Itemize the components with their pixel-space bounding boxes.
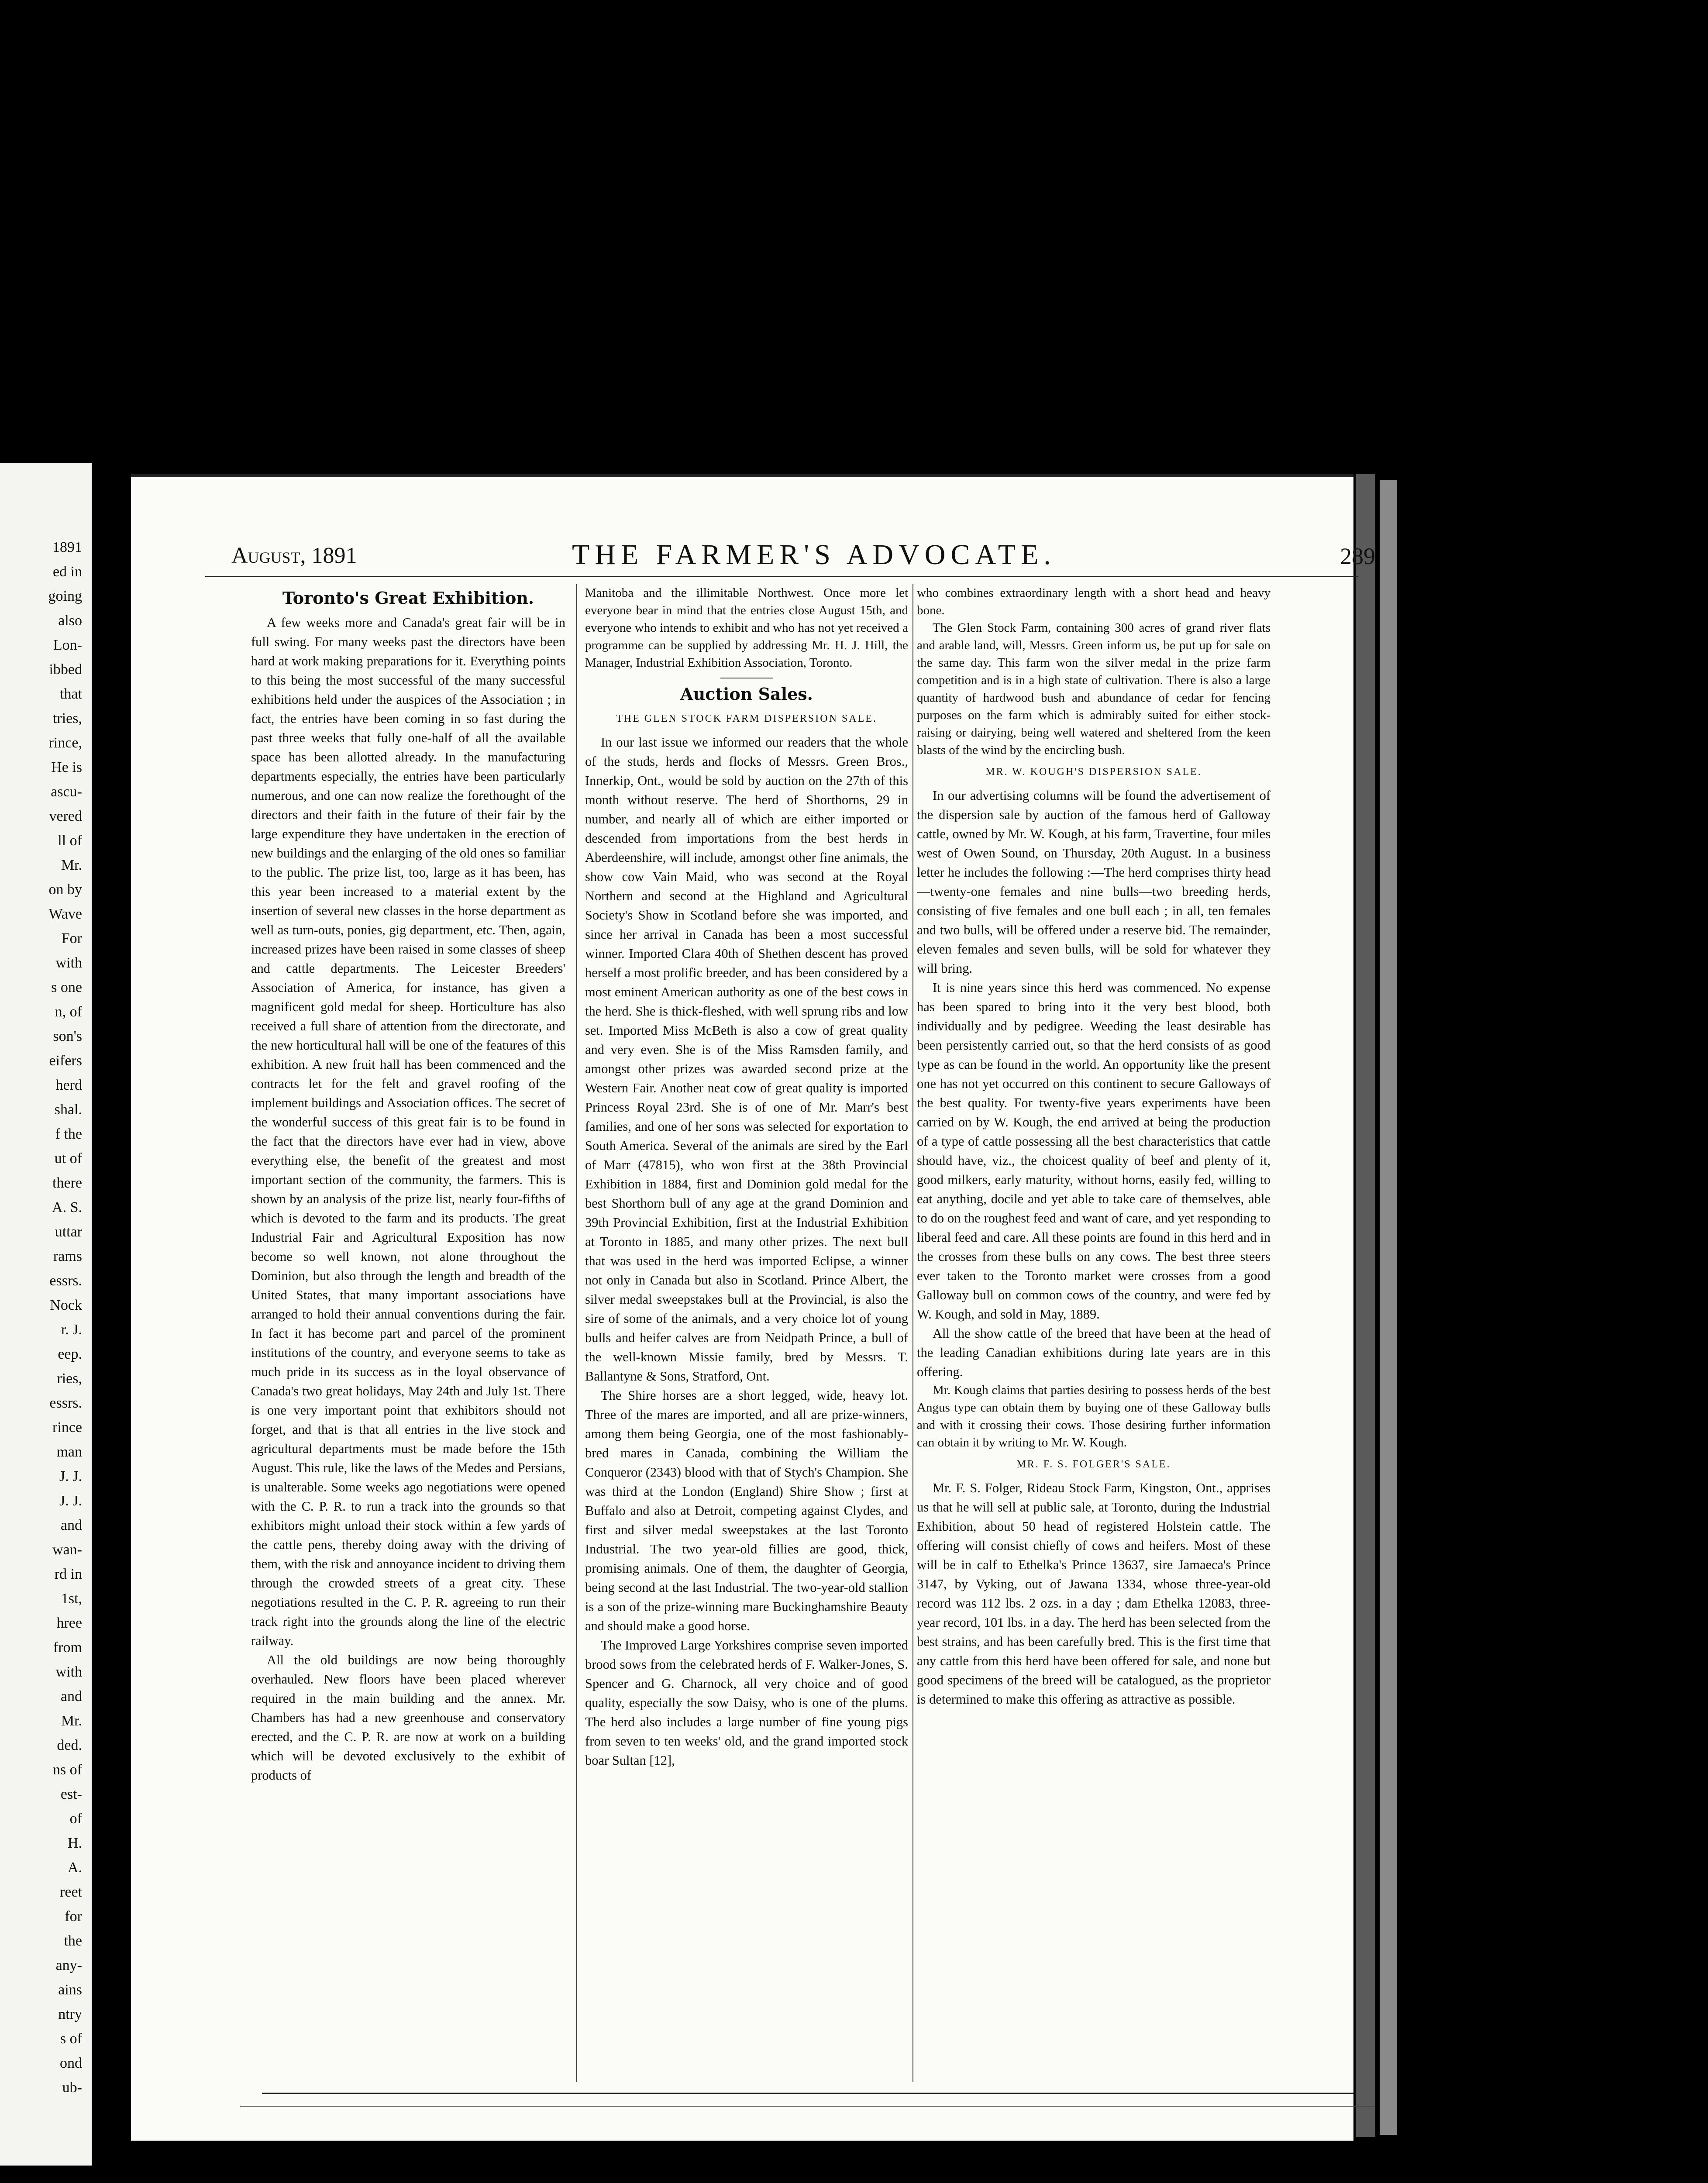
page-edge-shadow-2 xyxy=(1380,480,1397,2135)
facing-page-text-fragment: J. J. xyxy=(59,1468,82,1484)
facing-page-text-fragment: ns of xyxy=(52,1762,82,1778)
paragraph: The Improved Large Yorkshires comprise seven imported brood sows from the celebrated herds of F. Walker-Jones, S. Spencer and G. Charnock, all very choice and of good quality, especially the sow Daisy, who is one of the plums. The herd also includes a large number of fine young pigs from seven to ten weeks' old, and the grand imported stock boar Sultan [12], xyxy=(585,1638,908,1768)
facing-page-text-fragment: ut of xyxy=(54,1150,82,1167)
column-1 xyxy=(251,584,565,2086)
facing-page-text-fragment: for xyxy=(65,1908,82,1925)
facing-page-text-fragment: ub- xyxy=(62,2080,82,2096)
paragraph: The Shire horses are a short legged, wide, heavy lot. Three of the mares are imported, and all are prize-winners, among them being Georgia, one of the most fashionably-bred mares in Canada, combining the William the Conqueror (2343) blood with that of Stych's Champion. She was third at the London (England) Shire Show ; first at Buffalo and also at Detroit, competing against Clydes, and first and silver medal sweepstakes at the last Toronto Industrial. The two year-old fillies are good, thick, promising animals. One of them, the daughter of Georgia, being second at the last Industrial. The two-year-old stallion is a son of the prize-winning mare Buckinghamshire Beauty and should make a good horse. xyxy=(585,1388,908,1633)
facing-page-text-fragment: essrs. xyxy=(49,1395,82,1411)
column-divider xyxy=(576,584,577,2082)
facing-page-text-fragment: For xyxy=(61,930,82,947)
facing-page-text-fragment: ed in xyxy=(52,564,82,580)
facing-page-text-fragment: with xyxy=(55,1664,82,1680)
facing-page-text-fragment: and xyxy=(60,1688,82,1704)
facing-page-text-fragment: son's xyxy=(53,1028,82,1044)
facing-page-text-fragment: Nock xyxy=(50,1297,82,1313)
facing-page-text-fragment: ntry xyxy=(58,2006,82,2022)
subheading-kough-sale: MR. W. KOUGH'S DISPERSION SALE. xyxy=(985,766,1202,778)
facing-page-text-fragment: the xyxy=(64,1933,82,1949)
page-number: 289 xyxy=(1340,543,1375,569)
facing-page-text-fragment: also xyxy=(58,613,82,629)
facing-page-text-fragment: r. J. xyxy=(61,1322,82,1338)
facing-page-text-fragment: A. S. xyxy=(52,1199,82,1215)
facing-page-text-fragment: essrs. xyxy=(49,1273,82,1289)
facing-page-text-fragment: Mr. xyxy=(61,857,82,873)
paragraph: The Glen Stock Farm, containing 300 acres of grand river flats and arable land, will, Messrs. Green inform us, be put up for sale on the same day. This farm won the silver medal in the prize farm competition and is in a high state of cultivation. There is also a large quantity of hardwood bush and abundance of cedar for fencing purposes on the farm which is admirably suited for either stock-raising or dairying, being well watered and sheltered from the keen blasts of the wind by the encircling bush. xyxy=(917,621,1271,757)
facing-page-text-fragment: Mr. xyxy=(61,1713,82,1729)
facing-page-text-fragment: shal. xyxy=(54,1102,82,1118)
column-3 xyxy=(917,584,1271,2086)
facing-page-text-fragment: 1st, xyxy=(61,1591,82,1607)
paragraph: Manitoba and the illimitable Northwest. Once more let everyone bear in mind that the entries close August 15th, and everyone who intends to exhibit and who has not yet received a programme can be supplied by addressing Mr. H. J. Hill, the Manager, Industrial Exhibition Association, Toronto. xyxy=(585,586,908,670)
facing-page-text-fragment: J. J. xyxy=(59,1493,82,1509)
facing-page-text-fragment: H. xyxy=(67,1835,82,1851)
subheading-glen-stock-farm: THE GLEN STOCK FARM DISPERSION SALE. xyxy=(616,713,877,724)
subheading-folger-sale: MR. F. S. FOLGER'S SALE. xyxy=(1016,1459,1171,1470)
masthead-title: THE FARMER'S ADVOCATE. xyxy=(572,539,1056,571)
facing-page-text-fragment: f the xyxy=(55,1126,82,1142)
facing-page-text-fragment: est- xyxy=(60,1786,82,1802)
facing-page-text-fragment: ded. xyxy=(57,1737,82,1753)
bottom-rule xyxy=(262,2093,1353,2094)
paragraph: In our last issue we informed our readers that the whole of the studs, herds and flocks of Messrs. Green Bros., Innerkip, Ont., would be sold by auction on the 27th of this month without reserve. The herd of Shorthorns, 29 in number, and nearly all of which are either imported or descended from importations from the best herds in Aberdeenshire, will include, amongst other fine animals, the show cow Vain Maid, who was second at the Royal Northern and second at the Highland and Agricultural Society's Show in Scotland before she was imported, and since her arrival in Canada has been a most successful winner. Imported Clara 40th of Shethen descent has proved herself a most prolific breeder, and has been considered by a most eminent American authority as one of the best cows in the herd. She is thick-fleshed, with well sprung ribs and low set. Imported Miss McBeth is also a cow of great quality and very even. She is of the Miss Ramsden family, and amongst other prizes was awarded second prize at the Western Fair. Another neat cow of great quality is imported Princess Royal 23rd. She is of one of Mr. Marr's best families, and one of her sons was selected for exportation to South America. Several of the animals are sired by the Earl of Marr (47815), who won first at the 38th Provincial Exhibition in 1884, first and Dominion gold medal for the best Shorthorn bull of any age at the grand Dominion and 39th Provincial Exhibition, first at the Industrial Exhibition at Toronto in 1885, and many other prizes. The next bull that was used in the herd was imported Eclipse, a winner not only in Canada but also in Scotland. Prince Albert, the silver medal sweepstakes bull at the Provincial, is also the sire of some of the animals, and a very choice lot of young bulls and heifer calves are from Neidpath Prince, a bull of the well-known Missie family, bred by Messrs. T. Ballantyne & Sons, Stratford, Ont. xyxy=(585,735,908,1384)
paragraph: Mr. Kough claims that parties desiring to possess herds of the best Angus type can obtain them by buying one of these Galloway bulls and with it crossing their cows. Those desiring further information can obtain it by writing to Mr. W. Kough. xyxy=(917,1383,1271,1450)
paragraph: It is nine years since this herd was commenced. No expense has been spared to bring into it the very best blood, both individually and by pedigree. Weeding the least desirable has been persistently carried out, so that the herd consists of as good type as can be found in the world. An opportunity like the present one has not yet occurred on this continent to secure Galloways of the best quality. For twenty-five years experiments have been carried on by W. Kough, the end arrived at being the production of a type of cattle possessing all the best characteristics that cattle should have, viz., the choicest quality of beef and plenty of it, good milkers, early maturity, without horns, easily fed, willing to eat anything, docile and yet able to take care of themselves, able to do on the roughest feed and want of care, and yet responding to liberal feed and care. All these points are found in this herd and in the crosses from these bulls on any cows. The best three steers ever taken to the Toronto market were crosses from a good Galloway bull on common cows of the country, and were fed by W. Kough, and sold in May, 1889. xyxy=(917,980,1271,1322)
facing-page-text-fragment: He is xyxy=(51,759,82,775)
facing-page-text-fragment: man xyxy=(56,1444,82,1460)
facing-page-text-fragment: ascu- xyxy=(51,784,82,800)
facing-page-text-fragment: ll of xyxy=(58,833,82,849)
facing-page-text-fragment: vered xyxy=(49,808,82,824)
newspaper-page xyxy=(131,474,1375,2141)
facing-page-text-fragment: tries, xyxy=(52,710,82,727)
facing-page-text-fragment: eep. xyxy=(58,1346,82,1362)
facing-page-text-fragment: reet xyxy=(60,1884,82,1900)
facing-page-text-fragment: going xyxy=(48,588,82,604)
paragraph: A few weeks more and Canada's great fair will be in full swing. For many weeks past the directors have been hard at work making preparations for it. Everything points to this being the most successful of the many successful exhibitions held under the auspices of the Association ; in fact, the entries have been coming in so fast during the past three weeks that fully one-half of all the available space has been allotted already. In the manufacturing departments especially, the entries have been particularly numerous, and one can now realize the forethought of the directors and their faith in the future of their fair by the large expenditure they have undertaken in the erection of new buildings and the enlarging of the old ones so familiar to the public. The prize list, too, large as it has been, has this year been increased to a material extent by the insertion of several new classes in the horse department as well as turn-outs, ponies, gig department, etc. Then, again, increased prizes have been raised in some classes of sheep and cattle departments. The Leicester Breeders' Association of America, for instance, has given a magnificent gold medal for sheep. Horticulture has also received a full share of attention from the directorate, and the new horticultural hall will be one of the features of this exhibition. A new fruit hall has been commenced and the contracts let for the felt and gravel roofing of the implement buildings and Association offices. The secret of the wonderful success of this great fair is to be found in the fact that the directors have ever had in view, above everything else, the benefit of the greatest and most important section of the community, the farmers. This is shown by an analysis of the prize list, nearly four-fifths of which is devoted to the farm and its products. The great Industrial Fair and Agricultural Exposition has now become so well known, not alone throughout the Dominion, but also through the length and breadth of the United States, that many important associations have arranged to hold their annual conventions during the fair. In fact it has become part and parcel of the prominent institutions of the country, and everyone seems to take as much pride in its success as in the loyal observance of Canada's two great holidays, May 24th and July 1st. There is one very important point that exhibitors should not forget, and that is that all entries in the live stock and agricultural departments must be made before the 15th August. This rule, like the laws of the Medes and Persians, is unalterable. Some weeks ago negotiations were opened with the C. P. R. to run a track into the grounds so that exhibitors might unload their stock within a few yards of the cattle pens, thereby doing away with the driving of them, with the risk and annoyance incident to driving them through the crowded streets of a great city. These negotiations resulted in the C. P. R. agreeing to run their track right into the grounds along the line of the electric railway. xyxy=(251,615,565,1648)
header-rule xyxy=(205,576,1358,577)
facing-page-text-fragment: wan- xyxy=(52,1542,82,1558)
facing-page-text-fragment: ains xyxy=(58,1982,82,1998)
facing-page-text-fragment: there xyxy=(52,1175,82,1191)
facing-page-text-fragment: from xyxy=(53,1639,82,1656)
facing-page-text-fragment: rince xyxy=(52,1419,82,1436)
facing-page-text-fragment: on by xyxy=(48,881,82,898)
facing-page-text-fragment: with xyxy=(55,955,82,971)
facing-page-text-fragment: n, of xyxy=(55,1004,82,1020)
paragraph: who combines extraordinary length with a short head and heavy bone. xyxy=(917,586,1271,617)
facing-page-text-fragment: and xyxy=(60,1517,82,1533)
paragraph: All the old buildings are now being thoroughly overhauled. New floors have been placed wherever required in the main building and the annex. Mr. Chambers has had a new greenhouse and conservatory erected, and the C. P. R. are now at work on a building which will be devoted exclusively to the exhibit of products of xyxy=(251,1653,565,1783)
facing-page-text-fragment: eifers xyxy=(49,1053,82,1069)
issue-date: August, 1891 xyxy=(231,543,357,568)
facing-page-text-fragment: any- xyxy=(55,1957,82,1973)
column-2 xyxy=(585,584,908,2086)
facing-page-text-fragment: ond xyxy=(60,2055,82,2071)
article-heading-auction-sales: Auction Sales. xyxy=(680,684,813,704)
facing-page-text-fragment: rd in xyxy=(54,1566,82,1582)
facing-page-text-fragment: hree xyxy=(56,1615,82,1631)
facing-page-text-fragment: rams xyxy=(53,1248,82,1264)
facing-page-text-fragment: Wave xyxy=(48,906,82,922)
facing-page-text-fragment: herd xyxy=(55,1077,82,1093)
facing-page-text-fragment: rince, xyxy=(48,735,82,751)
facing-page-edge xyxy=(0,463,92,2166)
facing-page-text-fragment: ibbed xyxy=(49,661,82,678)
facing-page-text-fragment: 1891 xyxy=(52,539,82,555)
facing-page-text-fragment: ries, xyxy=(57,1370,82,1387)
facing-page-text-fragment: of xyxy=(69,1811,82,1827)
paragraph: Mr. F. S. Folger, Rideau Stock Farm, Kingston, Ont., apprises us that he will sell at public sale, at Toronto, during the Industrial Exhibition, about 50 head of registered Holstein cattle. The offering will consist chiefly of cows and heifers. Most of these will be in calf to Ethelka's Prince 13637, sire Jamaeca's Prince 3147, by Vyking, out of Jawana 1334, whose three-year-old record was 112 lbs. 2 ozs. in a day ; dam Ethelka 12083, three-year record, 101 lbs. in a day. The herd has been selected from the best strains, and has been carefully bred. This is the first time that any cattle from this herd have been offered for sale, and none but good specimens of the breed will be catalogued, as the proprietor is determined to make this offering as attractive as possible. xyxy=(917,1481,1271,1707)
facing-page-text-fragment: Lon- xyxy=(53,637,82,653)
facing-page-text-fragment: s one xyxy=(51,979,82,995)
page-header xyxy=(231,538,1375,569)
paragraph: All the show cattle of the breed that have been at the head of the leading Canadian exhibitions during late years are in this offering. xyxy=(917,1326,1271,1379)
page-edge-shadow xyxy=(1356,474,1375,2137)
paragraph: In our advertising columns will be found the advertisement of the dispersion sale by auction of the famous herd of Galloway cattle, owned by Mr. W. Kough, at his farm, Travertine, four miles west of Owen Sound, on Thursday, 20th August. In a business letter he includes the following :—The herd comprises thirty head—twenty-one females and nine bulls—two breeding herds, consisting of five females and one bull each ; in all, ten females and two bulls, will be offered under a reserve bid. The remainder, eleven females and seven bulls, will be sold for whatever they will bring. xyxy=(917,788,1271,976)
facing-page-text-fragment: s of xyxy=(60,2031,82,2047)
bottom-rule-2 xyxy=(240,2106,1375,2107)
article-heading-toronto-exhibition: Toronto's Great Exhibition. xyxy=(282,588,534,608)
facing-page-text-fragment: A. xyxy=(67,1859,82,1876)
facing-page-text-fragment: that xyxy=(60,686,82,702)
facing-page-text-fragment: uttar xyxy=(55,1224,82,1240)
